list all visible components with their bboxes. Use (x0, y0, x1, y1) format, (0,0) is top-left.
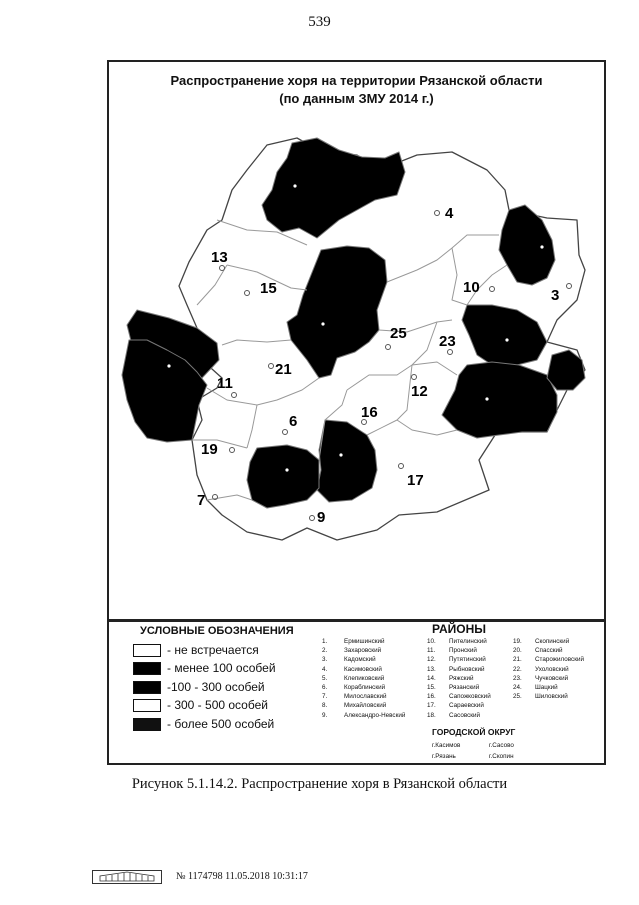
label-region-19: 19 (201, 441, 218, 458)
page-number: 539 (308, 14, 331, 30)
figure-caption: Рисунок 5.1.14.2. Распространение хоря в Рязанской области (131, 776, 508, 792)
center-dot (167, 364, 170, 367)
district-row (427, 692, 491, 701)
label-region-4: 4 (445, 205, 454, 222)
district-name: Пронский (449, 647, 477, 655)
district-name: Рязанский (449, 684, 480, 692)
legend-swatch (133, 662, 161, 675)
district-num: 7. (322, 693, 328, 701)
label-region-3: 3 (551, 287, 560, 304)
district-row (427, 674, 491, 683)
district-row (427, 701, 491, 710)
district-name: Касимовский (344, 665, 382, 673)
district-num: 8. (322, 702, 328, 710)
district-name: Александро-Невский (344, 711, 406, 719)
center-dot (339, 453, 342, 456)
city-label: г.Скопин (489, 753, 514, 760)
districts-column-1 (322, 637, 405, 720)
legend-label: - не встречается (167, 643, 259, 657)
label-region-15: 15 (260, 280, 277, 297)
district-num: 12. (427, 656, 436, 664)
district-name: Ухоловский (535, 665, 569, 673)
district-num: 16. (427, 693, 436, 701)
districts-title: РАЙОНЫ (432, 622, 486, 636)
legend-label: - менее 100 особей (167, 661, 276, 675)
city-district-title: ГОРОДСКОЙ ОКРУГ (432, 727, 516, 737)
district-num: 6. (322, 684, 328, 692)
district-row (427, 683, 491, 692)
districts-column-2 (427, 637, 491, 720)
center-dot (321, 322, 324, 325)
district-num: 1. (322, 638, 328, 645)
district-num: 20. (513, 647, 522, 655)
district-row (427, 646, 491, 655)
legend-swatch (133, 699, 161, 712)
district-row (513, 674, 584, 683)
district-row (322, 711, 405, 720)
district-name: Старожиловский (535, 656, 584, 664)
district-num: 4. (322, 665, 328, 673)
legend-item (133, 698, 268, 712)
district-name: Сапожковский (449, 693, 491, 701)
district-row (427, 637, 491, 646)
legend-swatch (133, 681, 161, 694)
label-region-16: 16 (361, 404, 378, 421)
district-row (513, 646, 584, 655)
legend-label: - более 500 особей (167, 717, 275, 731)
district-row (322, 674, 405, 683)
district-row (513, 655, 584, 664)
label-region-25: 25 (390, 325, 407, 342)
district-name: Спасский (535, 647, 563, 655)
legend-swatch (133, 644, 161, 657)
region-3-black (247, 445, 319, 508)
district-name: Клепиковский (344, 674, 385, 682)
center-dot (293, 184, 296, 187)
district-name: Михайловский (344, 702, 387, 710)
center-dot (285, 468, 288, 471)
region-map (107, 60, 606, 621)
city-label: г.Касимов (432, 742, 461, 749)
district-row (513, 692, 584, 701)
legend-item (133, 643, 259, 657)
district-row (322, 637, 405, 646)
district-row (322, 646, 405, 655)
legend-label: -100 - 300 особей (167, 680, 265, 694)
district-row (322, 683, 405, 692)
label-region-17: 17 (407, 472, 424, 489)
district-row (322, 655, 405, 664)
label-region-12: 12 (411, 383, 428, 400)
label-region-10: 10 (463, 279, 480, 296)
district-name: Скопинский (535, 638, 570, 645)
document-id: № 1174798 11.05.2018 10:31:17 (176, 871, 308, 882)
label-region-13: 13 (211, 249, 228, 266)
district-num: 2. (322, 647, 328, 655)
district-num: 18. (427, 711, 436, 719)
district-name: Путятинский (449, 656, 486, 664)
center-dot (505, 338, 508, 341)
district-num: 23. (513, 674, 522, 682)
district-num: 5. (322, 674, 328, 682)
district-name: Милославский (344, 693, 387, 701)
district-num: 15. (427, 684, 436, 692)
district-name: Кораблинский (344, 684, 386, 692)
district-num: 9. (322, 711, 328, 719)
district-row (513, 637, 584, 646)
district-num: 11. (427, 647, 436, 655)
label-region-6: 6 (289, 413, 298, 430)
label-region-9: 9 (317, 509, 326, 526)
district-row (322, 665, 405, 674)
district-num: 13. (427, 665, 436, 673)
center-dot (540, 245, 543, 248)
district-num: 22. (513, 665, 522, 673)
district-name: Рыбновский (449, 665, 485, 673)
legend-title: УСЛОВНЫЕ ОБОЗНАЧЕНИЯ (140, 625, 294, 637)
legend-swatch (133, 718, 161, 731)
district-num: 3. (322, 656, 328, 664)
district-name: Сасовский (449, 711, 481, 719)
district-row (427, 655, 491, 664)
legend-label: - 300 - 500 особей (167, 698, 268, 712)
district-row (513, 665, 584, 674)
district-row (427, 665, 491, 674)
label-region-11: 11 (217, 375, 233, 392)
district-num: 17. (427, 702, 436, 710)
district-name: Кадомский (344, 656, 376, 664)
district-num: 19. (513, 638, 522, 645)
district-name: Ряжский (449, 674, 474, 682)
district-name: Сараевский (449, 702, 484, 710)
district-name: Чучковский (535, 674, 569, 682)
districts-column-3 (513, 637, 584, 701)
district-name: Ермишинский (344, 638, 385, 645)
legend-item (133, 717, 274, 731)
district-name: Шиловский (535, 693, 568, 701)
district-row (322, 701, 405, 710)
district-num: 14. (427, 674, 436, 682)
district-num: 24. (513, 684, 522, 692)
district-name: Пителинский (449, 638, 487, 645)
legend-item (133, 661, 276, 675)
district-num: 25. (513, 693, 522, 701)
label-region-7: 7 (197, 492, 206, 509)
library-stamp-icon (92, 870, 162, 884)
label-region-23: 23 (439, 333, 456, 350)
district-row (513, 683, 584, 692)
center-dot (485, 397, 488, 400)
map-title-line-2: (по данным ЗМУ 2014 г.) (279, 91, 434, 106)
district-num: 10. (427, 638, 436, 645)
district-name: Захаровский (344, 647, 382, 655)
legend-item (133, 680, 265, 694)
district-row (427, 711, 491, 720)
city-label: г.Сасово (489, 742, 514, 749)
district-row (322, 692, 405, 701)
map-title-line-1: Распространение хоря на территории Рязанской области (170, 73, 543, 88)
district-num: 21. (513, 656, 522, 664)
district-name: Шацкий (535, 684, 558, 692)
city-label: г.Рязань (432, 753, 456, 760)
label-region-21: 21 (275, 361, 292, 378)
